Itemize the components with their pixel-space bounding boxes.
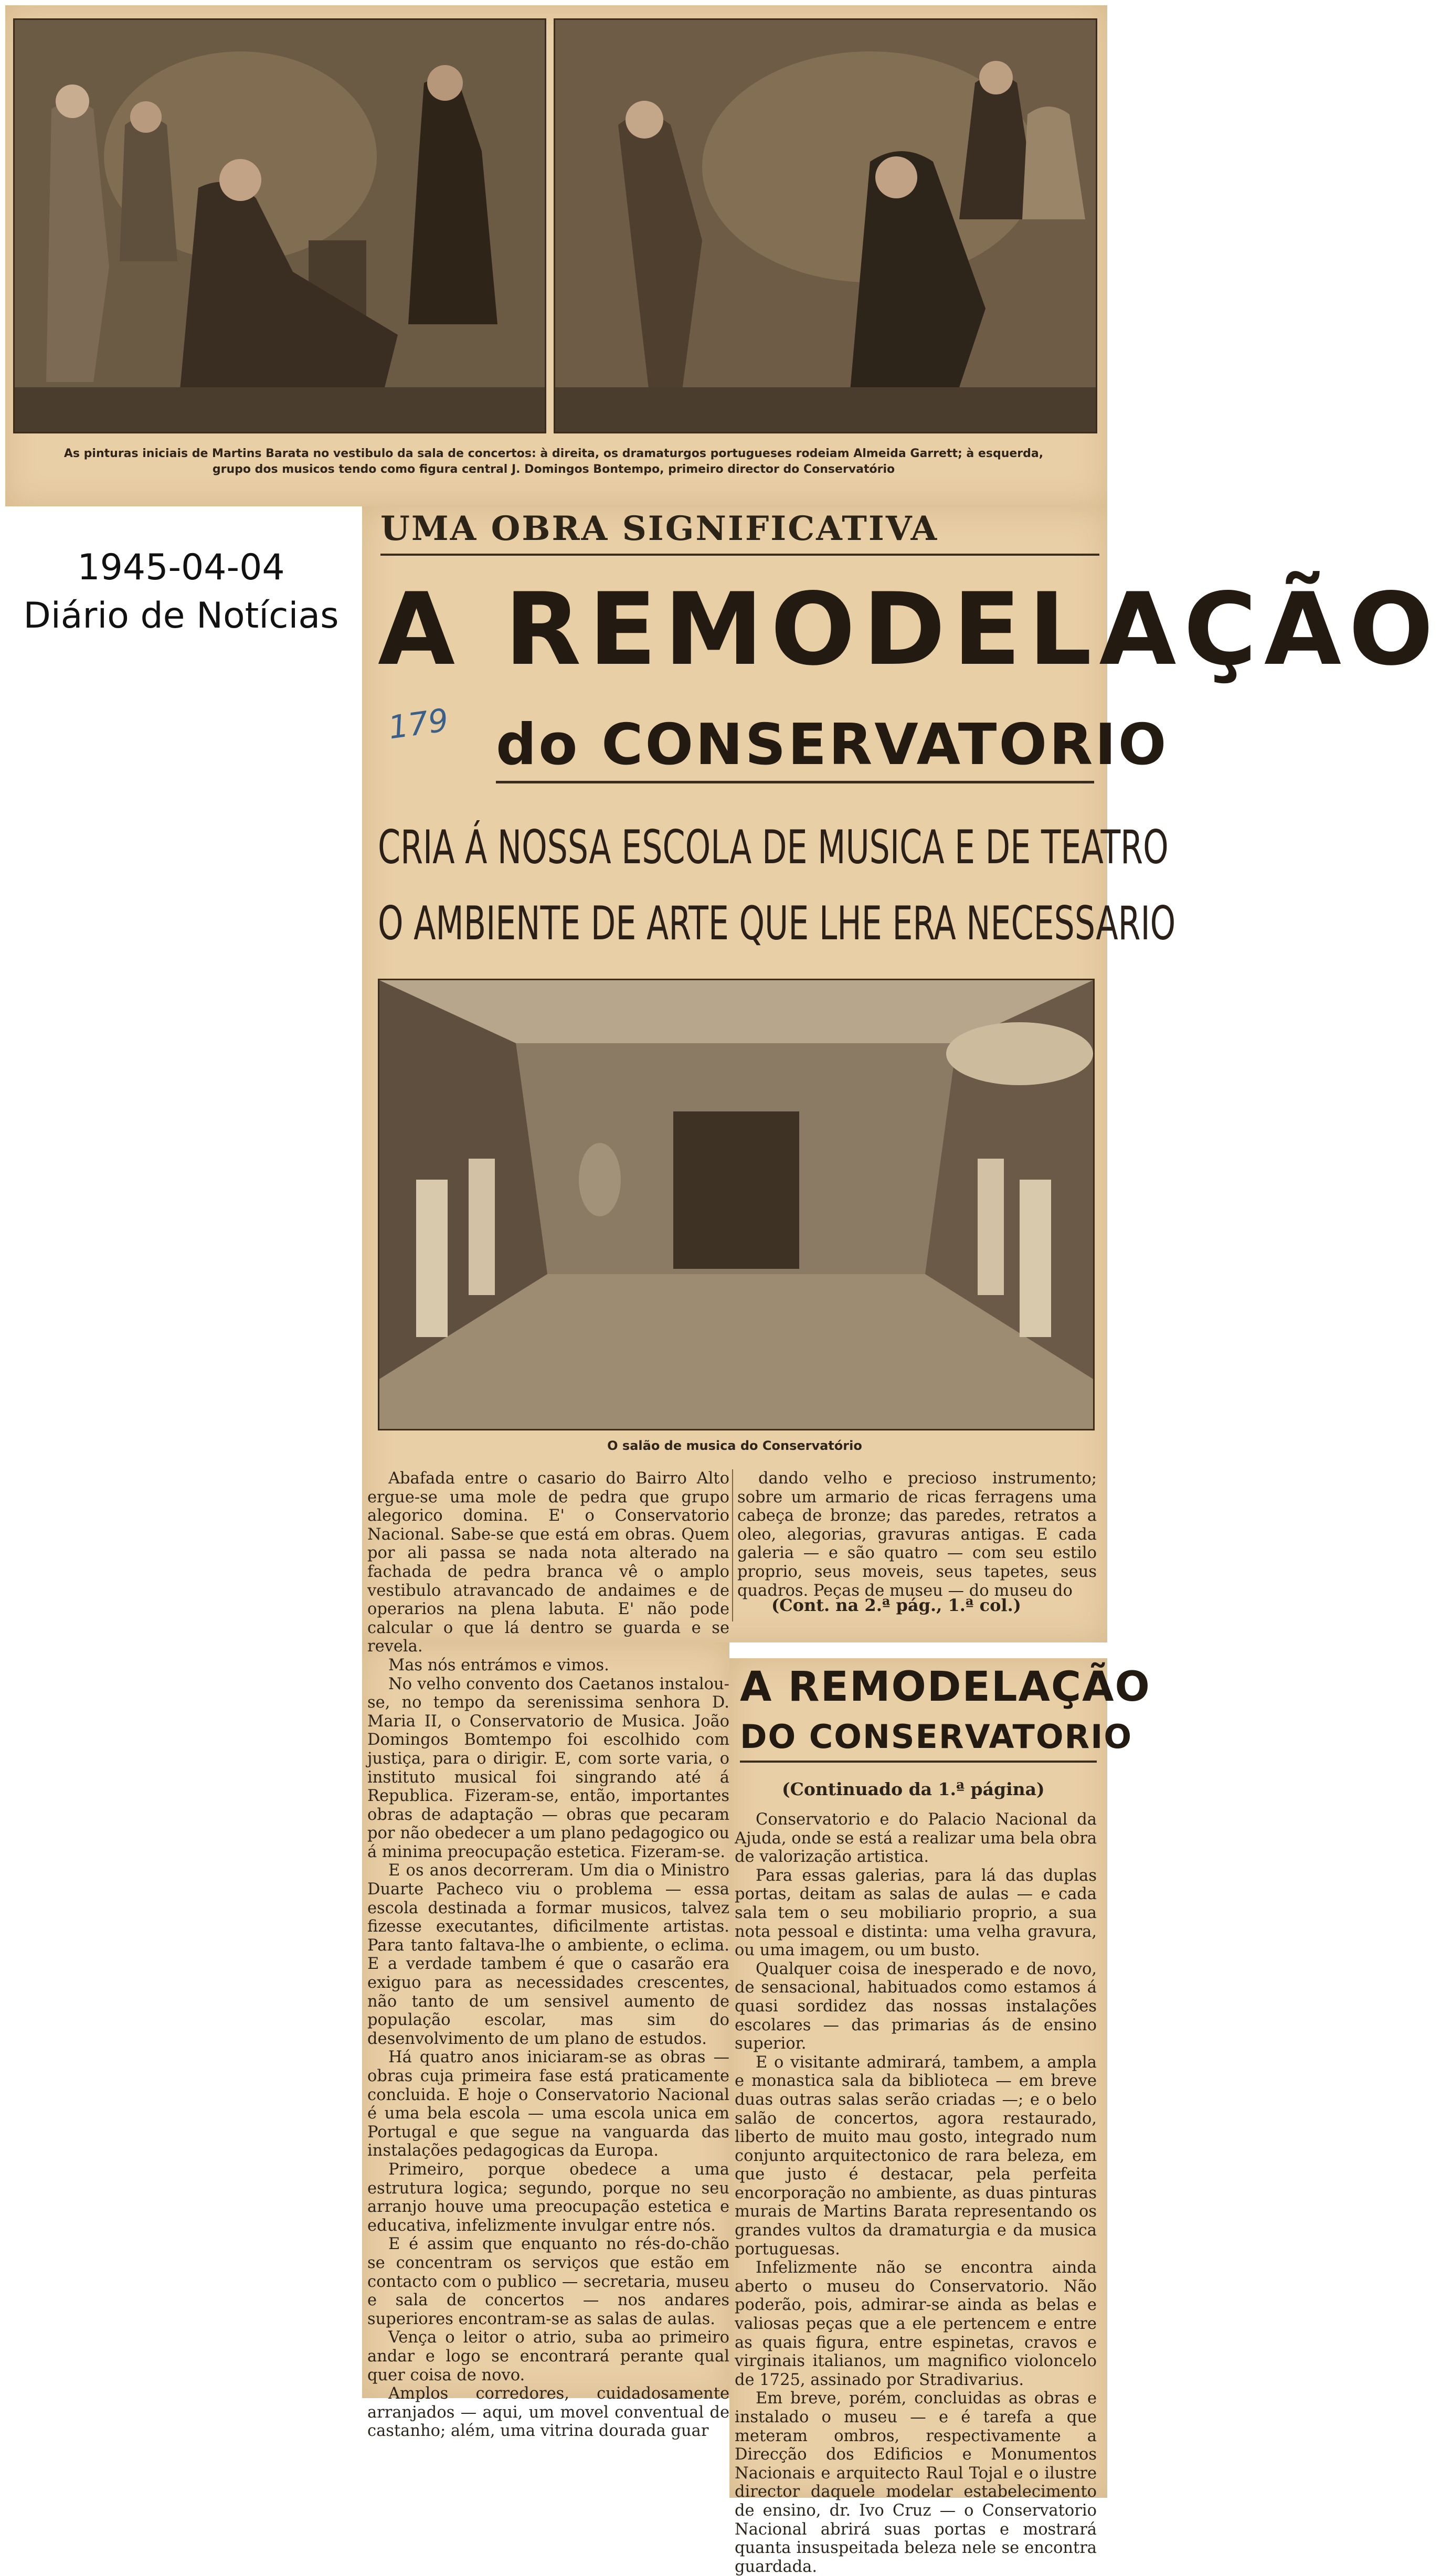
- headline-line1: A REMODELAÇÃO: [378, 571, 1441, 687]
- headline-rule: [496, 781, 1094, 783]
- body-paragraph: Primeiro, porque obedece a uma estrutura logica; segundo, porque no seu arranjo houve uma preocupação estetica e educativa, infelizmente invulgar entre nós.: [367, 2160, 729, 2235]
- kicker: UMA OBRA SIGNIFICATIVA: [380, 509, 939, 548]
- body-paragraph: Para essas galerias, para lá das duplas portas, deitam as salas de aulas — e cada sala tem o seu mobiliario proprio, a sua nota pessoal e distinta: uma velha gravura, ou uma imagem, ou um busto.: [735, 1866, 1097, 1960]
- subhead-line2: O AMBIENTE DE ARTE QUE LHE ERA NECESSARIO: [378, 896, 1176, 950]
- continuation-note: (Cont. na 2.ª pág., 1.ª col.): [771, 1595, 1021, 1615]
- archive-label: [0, 517, 362, 666]
- body-paragraph: Vença o leitor o atrio, suba ao primeiro andar e logo se encontrará perante qual quer coisa de novo.: [367, 2328, 729, 2384]
- body-paragraph: Qualquer coisa de inesperado e de novo, de sensacional, habituados como estamos á quasi sordidez das nossas instalações escolares — das primarias ás de ensino superior.: [735, 1959, 1097, 2053]
- continuation-from-note: (Continuado da 1.ª página): [782, 1779, 1045, 1799]
- handwritten-number: 179: [386, 702, 451, 747]
- body-paragraph: Mas nós entrámos e vimos.: [388, 1656, 609, 1674]
- archive-source: Diário de Notícias: [23, 595, 339, 637]
- archive-date: 1945-04-04: [77, 546, 285, 588]
- continuation-rule: [740, 1761, 1097, 1763]
- continuation-column: [735, 1810, 1097, 2576]
- continuation-headline-line2: DO CONSERVATORIO: [740, 1718, 1133, 1756]
- kicker-rule: [380, 554, 1099, 556]
- column-divider: [732, 1469, 733, 1621]
- mural-caption: As pinturas iniciais de Martins Barata no vestibulo da sala de concertos: à direita, os dramaturgos portugueses rodeiam Almeida Garrett; à esquerda, grupo dos musicos tendo como figura central J. Domingos Bontempo, primeiro director do Conservatório: [63, 447, 1044, 476]
- headline-line2: do CONSERVATORIO: [496, 712, 1169, 778]
- body-paragraph: Em breve, porém, concluidas as obras e instalado o museu — e é tarefa a que meteram ombros, respectivamente a Direcção dos Edificios e Monumentos Nacionais e arquitecto Raul Tojal e o ilustre director daquele modelar estabelecimento de ensino, dr. Ivo Cruz — o Conservatorio Nacional abrirá suas portas e mostrará quanta insuspeitada beleza nele se encontra guardada.: [735, 2389, 1097, 2576]
- body-paragraph: E os anos decorreram. Um dia o Ministro Duarte Pacheco viu o problema — essa escola destinada a formar musicos, talvez fizesse executantes, dificilmente artistas. Para tanto faltava-lhe o ambiente, o eclima. E a verdade tambem é que o casarão era exiguo para as necessidades crescentes, não tanto de um sensivel aumento de população escolar, mas sim do desenvolvimento de um plano de estudos.: [367, 1861, 729, 2048]
- body-left-column: [367, 1469, 729, 2441]
- body-paragraph: No velho convento dos Caetanos instalou-se, no tempo da serenissima senhora D. Maria II, o Conservatorio de Musica. João Domingos Bomtempo foi escolhido com justiça, para o dirigir. E, com sorte varia, o instituto musical foi singrando até á Republica. Fizeram-se, então, importantes obras de adaptação — obras que pecaram por não obedecer a um plano pedagogico ou á minima preocupação estetica. Fizeram-se.: [367, 1674, 729, 1861]
- body-paragraph: dando velho e precioso instrumento; sobre um armario de ricas ferragens uma cabeça de bronze; das paredes, retratos a oleo, alegorias, gravuras antigas. E cada galeria — e são quatro — com seu estilo proprio, seus moveis, seus tapetes, seus quadros. Peças de museu — do museu do: [737, 1469, 1097, 1600]
- body-paragraph: E o visitante admirará, tambem, a ampla e monastica sala da biblioteca — em breve duas outras salas serão criadas —; e o belo salão de concertos, agora restaurado, liberto de muito mau gosto, integrado num conjunto arquitectonico de rara beleza, em que justo é destacar, pela perfeita encorporação no ambiente, as duas pinturas murais de Martins Barata representando os grandes vultos da dramaturgia e da musica portuguesas.: [735, 2053, 1097, 2259]
- body-paragraph: Há quatro anos iniciaram-se as obras — obras cuja primeira fase está praticamente concluida. E hoje o Conservatorio Nacional é uma bela escola — uma escola unica em Portugal e que segue na vanguarda das instalações pedagogicas da Europa.: [367, 2048, 729, 2160]
- body-paragraph: Abafada entre o casario do Bairro Alto ergue-se uma mole de pedra que grupo alegorico domina. E' o Conservatorio Nacional. Sabe-se que está em obras. Quem por ali passa se nada nota alterado na fachada de pedra branca vê o amplo vestibulo atravancado de andaimes e de operarios na plena labuta. E' não pode calcular o que lá dentro se guarda e se revela.: [367, 1469, 729, 1656]
- body-right-column: [737, 1469, 1097, 1600]
- mural-photo-left: [13, 18, 546, 433]
- hall-caption: O salão de musica do Conservatório: [607, 1438, 862, 1453]
- continuation-headline-line1: A REMODELAÇÃO: [740, 1663, 1151, 1711]
- subhead-line1: CRIA Á NOSSA ESCOLA DE MUSICA E DE TEATRO: [378, 820, 1169, 874]
- body-paragraph: Amplos corredores, cuidadosamente arranjados — aqui, um movel conventual de castanho; além, uma vitrina dourada guar: [367, 2384, 729, 2441]
- mural-photo-right: [554, 18, 1097, 433]
- body-paragraph: Infelizmente não se encontra ainda aberto o museu do Conservatorio. Não poderão, pois, admirar-se ainda as belas e valiosas peças que a ele pertencem e entre as quais figura, entre espinetas, cravos e virginais italianos, um magnifico violoncelo de 1725, assinado por Stradivarius.: [735, 2259, 1097, 2389]
- body-paragraph: Conservatorio e do Palacio Nacional da Ajuda, onde se está a realizar uma bela obra de valorização artistica.: [735, 1810, 1097, 1867]
- concert-hall-photo: [378, 979, 1095, 1430]
- body-paragraph: E é assim que enquanto no rés-do-chão se concentram os serviços que estão em contacto com o publico — secretaria, museu e sala de concertos — nos andares superiores encontram-se as salas de aulas.: [367, 2235, 729, 2328]
